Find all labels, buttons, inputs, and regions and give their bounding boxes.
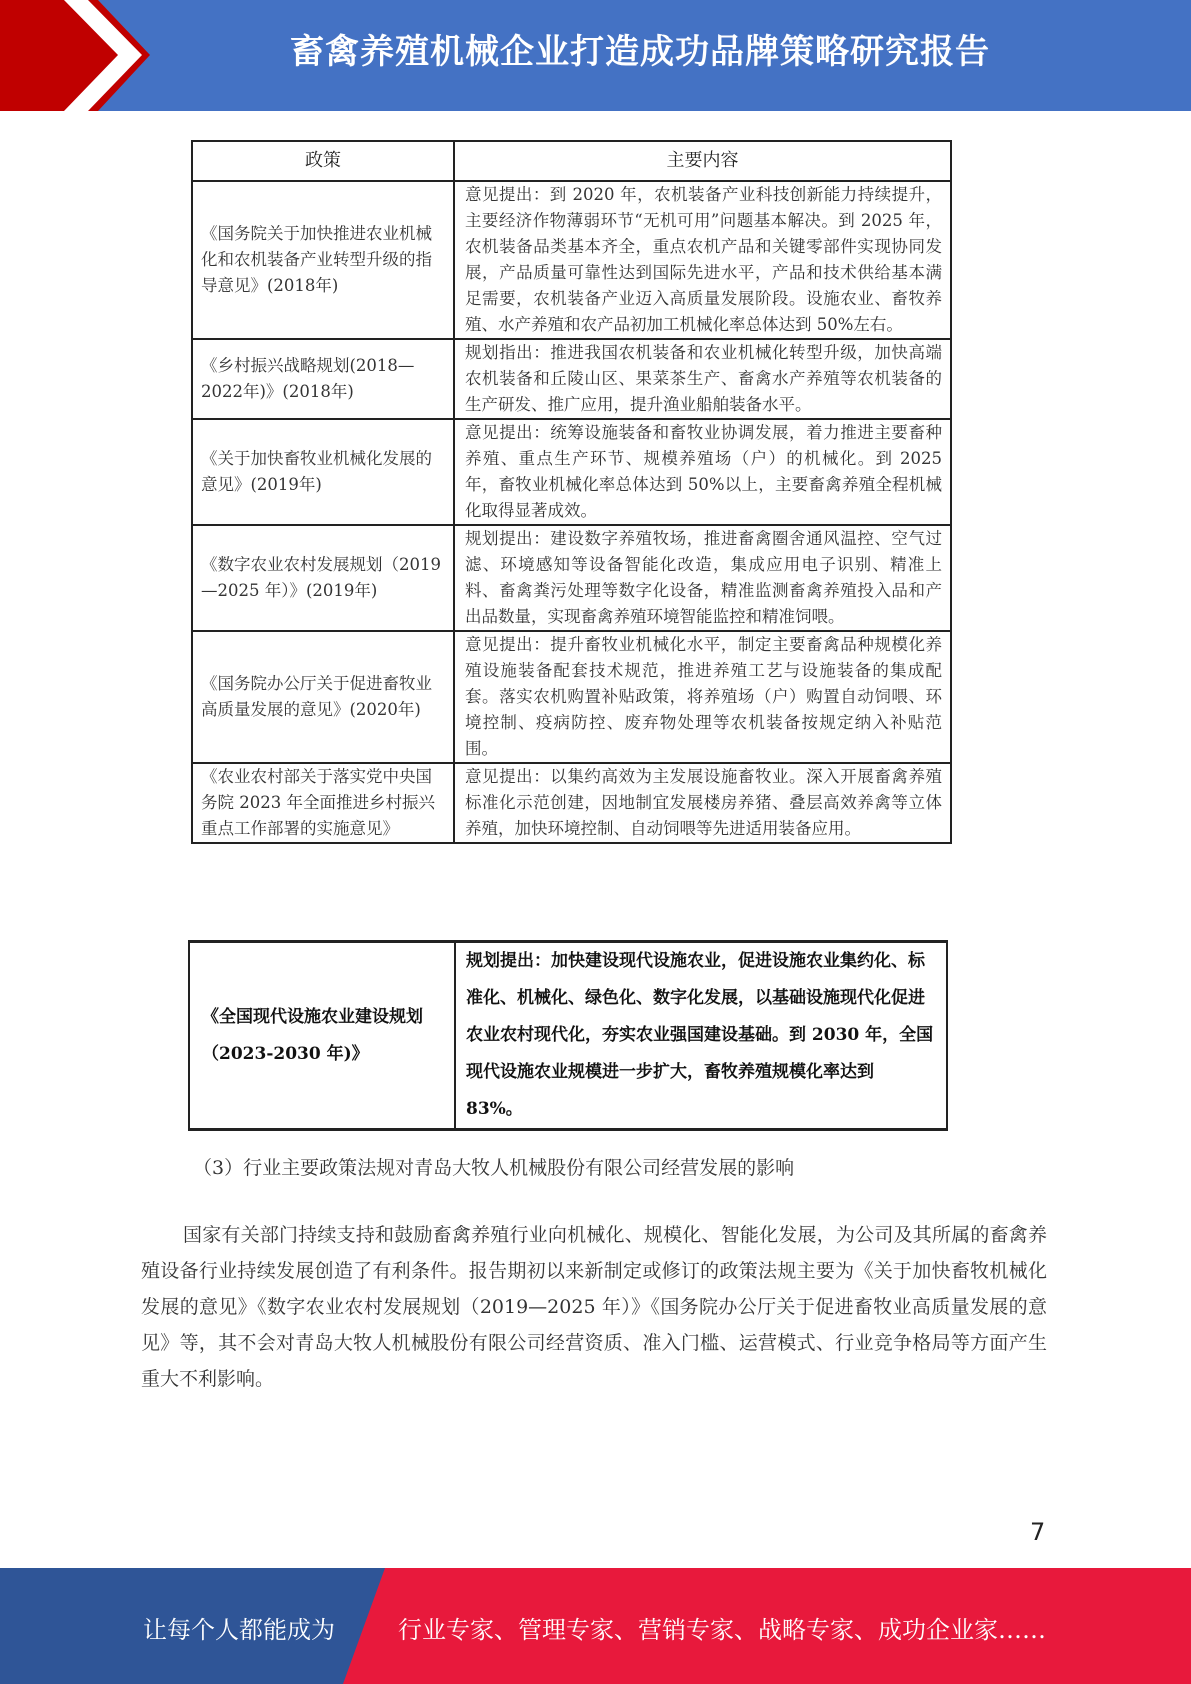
policy-name: 《国务院关于加快推进农业机械化和农机装备产业转型升级的指导意见》(2018年) (192, 181, 454, 339)
policy-name: 《乡村振兴战略规划(2018—2022年)》(2018年) (192, 339, 454, 419)
table-header-row (192, 141, 951, 181)
policy-content: 意见提出：统筹设施装备和畜牧业协调发展，着力推进主要畜种养殖、重点生产环节、规模养殖场（户）的机械化。到 2025 年，畜牧业机械化率总体达到 50%以上，主要畜禽养殖全程机械化取得显著成效。 (454, 419, 951, 525)
footer-slogan-left: 让每个人都能成为 (143, 1616, 335, 1644)
table-row (192, 525, 951, 631)
table-row (192, 631, 951, 763)
policy-content: 意见提出：提升畜牧业机械化水平，制定主要畜禽品种规模化养殖设施装备配套技术规范，推进养殖工艺与设施装备的集成配套。落实农机购置补贴政策，将养殖场（户）购置自动饲喂、环境控制、疫病防控、废弃物处理等农机装备按规定纳入补贴范围。 (454, 631, 951, 763)
policy-table-continued (188, 940, 948, 1131)
policy-name: 《关于加快畜牧业机械化发展的意见》(2019年) (192, 419, 454, 525)
table-row (189, 942, 947, 1130)
policy-content: 规划提出：建设数字养殖牧场，推进畜禽圈舍通风温控、空气过滤、环境感知等设备智能化改造，集成应用电子识别、精准上料、畜禽粪污处理等数字化设备，精准监测畜禽养殖投入品和产出品数量，实现畜禽养殖环境智能监控和精准饲喂。 (454, 525, 951, 631)
table-row (192, 763, 951, 843)
policy-content: 规划指出：推进我国农机装备和农业机械化转型升级，加快高端农机装备和丘陵山区、果菜茶生产、畜禽水产养殖等农机装备的生产研发、推广应用，提升渔业船舶装备水平。 (454, 339, 951, 419)
policy-content: 规划提出：加快建设现代设施农业，促进设施农业集约化、标准化、机械化、绿色化、数字化发展，以基础设施现代化促进农业农村现代化，夯实农业强国建设基础。到 2030 年，全国现代设施农业规模进一步扩大，畜牧养殖规模化率达到 83%。 (455, 942, 947, 1130)
column-header-policy: 政策 (192, 141, 454, 181)
policy-content: 意见提出：到 2020 年，农机装备产业科技创新能力持续提升，主要经济作物薄弱环节“无机可用”问题基本解决。到 2025 年，农机装备品类基本齐全，重点农机产品和关键零部件实现协同发展，产品质量可靠性达到国际先进水平，产品和技术供给基本满足需要，农机装备产业迈入高质量发展阶段。设施农业、畜牧养殖、水产养殖和农产品初加工机械化率总体达到 50%左右。 (454, 181, 951, 339)
section-heading: （3）行业主要政策法规对青岛大牧人机械股份有限公司经营发展的影响 (193, 1157, 795, 1179)
policy-name: 《农业农村部关于落实党中央国务院 2023 年全面推进乡村振兴重点工作部署的实施意见》 (192, 763, 454, 843)
footer-slogan-right: 行业专家、管理专家、营销专家、战略专家、成功企业家…… (398, 1616, 1046, 1644)
page-number: 7 (1030, 1518, 1046, 1546)
report-title: 畜禽养殖机械企业打造成功品牌策略研究报告 (290, 32, 990, 72)
page-header (0, 0, 1191, 111)
policy-name: 《全国现代设施农业建设规划（2023-2030 年)》 (189, 942, 455, 1130)
table-row (192, 339, 951, 419)
column-header-content: 主要内容 (454, 141, 951, 181)
policy-content: 意见提出：以集约高效为主发展设施畜牧业。深入开展畜禽养殖标准化示范创建，因地制宜发展楼房养猪、叠层高效养禽等立体养殖，加快环境控制、自动饲喂等先进适用装备应用。 (454, 763, 951, 843)
table-row (192, 419, 951, 525)
policy-name: 《国务院办公厅关于促进畜牧业高质量发展的意见》(2020年) (192, 631, 454, 763)
table-row (192, 181, 951, 339)
policy-table (191, 140, 952, 844)
body-paragraph: 国家有关部门持续支持和鼓励畜禽养殖行业向机械化、规模化、智能化发展，为公司及其所属的畜禽养殖设备行业持续发展创造了有利条件。报告期初以来新制定或修订的政策法规主要为《关于加快畜牧机械化发展的意见》《数字农业农村发展规划（2019—2025 年）》《国务院办公厅关于促进畜牧业高质量发展的意见》等，其不会对青岛大牧人机械股份有限公司经营资质、准入门槛、运营模式、行业竞争格局等方面产生重大不利影响。 (141, 1224, 1047, 1390)
policy-name: 《数字农业农村发展规划（2019—2025 年）》(2019年) (192, 525, 454, 631)
